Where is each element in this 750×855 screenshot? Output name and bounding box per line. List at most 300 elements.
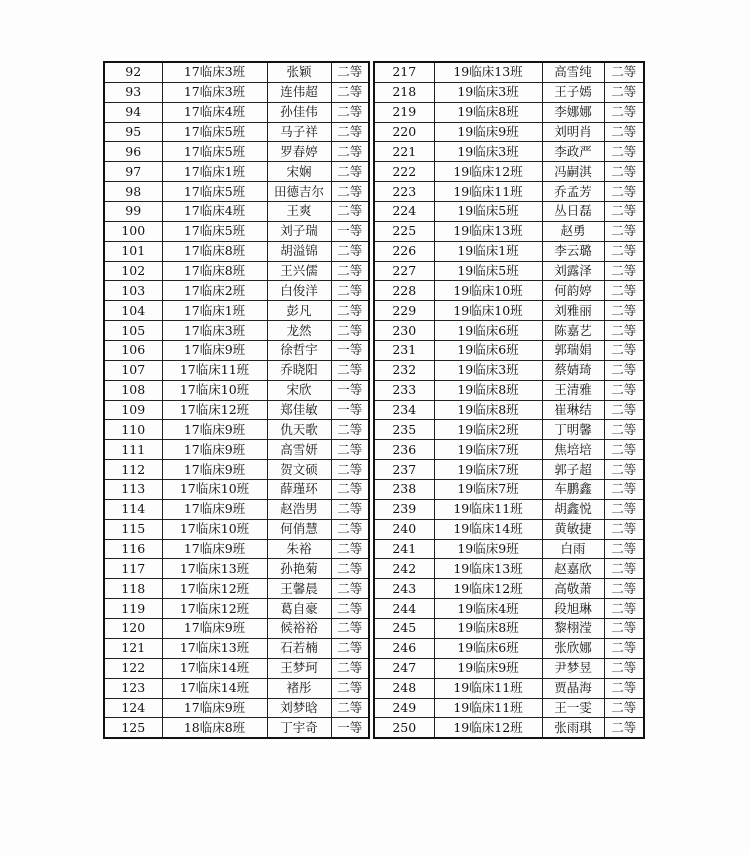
- class-cell: 17临床9班: [162, 440, 267, 460]
- serial-number-cell: 118: [104, 579, 162, 599]
- award-level-cell: 二等: [604, 718, 644, 738]
- table-row: [104, 619, 369, 639]
- award-level-cell: 二等: [604, 82, 644, 102]
- table-row: [374, 480, 644, 500]
- table-row: [374, 599, 644, 619]
- student-name-cell: 贾晶海: [542, 678, 604, 698]
- table-row: [104, 519, 369, 539]
- serial-number-cell: 217: [374, 62, 434, 82]
- table-row: [104, 360, 369, 380]
- student-name-cell: 李娜娜: [542, 102, 604, 122]
- student-name-cell: 王馨晨: [267, 579, 331, 599]
- student-name-cell: 朱裕: [267, 539, 331, 559]
- award-level-cell: 一等: [331, 380, 369, 400]
- student-name-cell: 田德吉尔: [267, 182, 331, 202]
- serial-number-cell: 105: [104, 321, 162, 341]
- table-row: [374, 499, 644, 519]
- serial-number-cell: 249: [374, 698, 434, 718]
- class-cell: 19临床3班: [434, 82, 542, 102]
- serial-number-cell: 122: [104, 658, 162, 678]
- award-level-cell: 一等: [331, 341, 369, 361]
- class-cell: 19临床1班: [434, 241, 542, 261]
- class-cell: 19临床11班: [434, 698, 542, 718]
- award-level-cell: 二等: [604, 539, 644, 559]
- serial-number-cell: 107: [104, 360, 162, 380]
- serial-number-cell: 123: [104, 678, 162, 698]
- award-level-cell: 二等: [331, 261, 369, 281]
- class-cell: 17临床1班: [162, 162, 267, 182]
- class-cell: 19临床4班: [434, 599, 542, 619]
- class-cell: 17临床3班: [162, 82, 267, 102]
- student-name-cell: 黎栩滢: [542, 619, 604, 639]
- award-level-cell: 二等: [604, 202, 644, 222]
- table-row: [374, 261, 644, 281]
- award-level-cell: 二等: [604, 638, 644, 658]
- student-name-cell: 罗春婷: [267, 142, 331, 162]
- table-row: [374, 62, 644, 82]
- class-cell: 19临床7班: [434, 480, 542, 500]
- award-level-cell: 二等: [604, 678, 644, 698]
- award-level-cell: 一等: [331, 400, 369, 420]
- table-row: [104, 579, 369, 599]
- class-cell: 19临床8班: [434, 380, 542, 400]
- award-level-cell: 二等: [331, 241, 369, 261]
- table-row: [374, 122, 644, 142]
- table-row: [374, 460, 644, 480]
- table-row: [104, 261, 369, 281]
- table-row: [104, 460, 369, 480]
- award-level-cell: 二等: [331, 162, 369, 182]
- table-row: [374, 718, 644, 738]
- student-name-cell: 刘露泽: [542, 261, 604, 281]
- award-level-cell: 二等: [331, 559, 369, 579]
- class-cell: 19临床14班: [434, 519, 542, 539]
- award-level-cell: 二等: [604, 420, 644, 440]
- award-level-cell: 二等: [604, 480, 644, 500]
- class-cell: 19临床8班: [434, 102, 542, 122]
- serial-number-cell: 243: [374, 579, 434, 599]
- student-name-cell: 刘雅丽: [542, 301, 604, 321]
- serial-number-cell: 92: [104, 62, 162, 82]
- student-name-cell: 尹梦昱: [542, 658, 604, 678]
- table-row: [104, 440, 369, 460]
- student-name-cell: 李云璐: [542, 241, 604, 261]
- table-row: [104, 162, 369, 182]
- table-row: [374, 281, 644, 301]
- serial-number-cell: 241: [374, 539, 434, 559]
- class-cell: 17临床12班: [162, 599, 267, 619]
- serial-number-cell: 100: [104, 221, 162, 241]
- student-name-cell: 彭凡: [267, 301, 331, 321]
- student-name-cell: 乔孟芳: [542, 182, 604, 202]
- serial-number-cell: 247: [374, 658, 434, 678]
- student-name-cell: 丛日磊: [542, 202, 604, 222]
- serial-number-cell: 231: [374, 341, 434, 361]
- award-level-cell: 二等: [331, 499, 369, 519]
- class-cell: 17临床10班: [162, 380, 267, 400]
- award-level-cell: 二等: [604, 519, 644, 539]
- table-row: [374, 619, 644, 639]
- award-level-cell: 二等: [331, 202, 369, 222]
- serial-number-cell: 221: [374, 142, 434, 162]
- class-cell: 17临床2班: [162, 281, 267, 301]
- class-cell: 17临床9班: [162, 341, 267, 361]
- serial-number-cell: 246: [374, 638, 434, 658]
- table-row: [374, 638, 644, 658]
- award-level-cell: 二等: [331, 142, 369, 162]
- table-row: [374, 142, 644, 162]
- award-level-cell: 二等: [604, 440, 644, 460]
- award-level-cell: 二等: [331, 460, 369, 480]
- award-level-cell: 二等: [604, 62, 644, 82]
- class-cell: 19临床8班: [434, 619, 542, 639]
- award-level-cell: 二等: [331, 82, 369, 102]
- class-cell: 17临床8班: [162, 261, 267, 281]
- award-level-cell: 二等: [331, 102, 369, 122]
- student-name-cell: 郭子超: [542, 460, 604, 480]
- award-level-cell: 二等: [604, 460, 644, 480]
- award-level-cell: 一等: [331, 221, 369, 241]
- student-name-cell: 仇天歌: [267, 420, 331, 440]
- student-name-cell: 王清雅: [542, 380, 604, 400]
- table-row: [374, 360, 644, 380]
- award-level-cell: 二等: [331, 360, 369, 380]
- table-row: [104, 122, 369, 142]
- class-cell: 17临床12班: [162, 400, 267, 420]
- class-cell: 17临床10班: [162, 519, 267, 539]
- student-name-cell: 赵浩男: [267, 499, 331, 519]
- student-name-cell: 孙艳菊: [267, 559, 331, 579]
- serial-number-cell: 237: [374, 460, 434, 480]
- table-row: [374, 82, 644, 102]
- class-cell: 17临床12班: [162, 579, 267, 599]
- class-cell: 19临床13班: [434, 62, 542, 82]
- table-row: [374, 678, 644, 698]
- student-name-cell: 石若楠: [267, 638, 331, 658]
- table-row: [374, 698, 644, 718]
- serial-number-cell: 222: [374, 162, 434, 182]
- table-row: [104, 142, 369, 162]
- student-name-cell: 葛自豪: [267, 599, 331, 619]
- class-cell: 19临床9班: [434, 539, 542, 559]
- table-row: [104, 62, 369, 82]
- award-level-cell: 二等: [331, 539, 369, 559]
- serial-number-cell: 223: [374, 182, 434, 202]
- serial-number-cell: 230: [374, 321, 434, 341]
- award-level-cell: 二等: [604, 221, 644, 241]
- table-row: [374, 380, 644, 400]
- award-level-cell: 二等: [331, 122, 369, 142]
- award-level-cell: 二等: [331, 519, 369, 539]
- award-level-cell: 二等: [604, 360, 644, 380]
- serial-number-cell: 244: [374, 599, 434, 619]
- student-name-cell: 郑佳敏: [267, 400, 331, 420]
- table-row: [374, 658, 644, 678]
- class-cell: 17临床4班: [162, 202, 267, 222]
- serial-number-cell: 234: [374, 400, 434, 420]
- award-level-cell: 二等: [331, 301, 369, 321]
- table-row: [104, 221, 369, 241]
- table-row: [374, 420, 644, 440]
- serial-number-cell: 101: [104, 241, 162, 261]
- serial-number-cell: 95: [104, 122, 162, 142]
- serial-number-cell: 102: [104, 261, 162, 281]
- student-name-cell: 宋欣: [267, 380, 331, 400]
- table-row: [374, 182, 644, 202]
- serial-number-cell: 245: [374, 619, 434, 639]
- student-name-cell: 马子祥: [267, 122, 331, 142]
- table-row: [374, 102, 644, 122]
- table-row: [104, 499, 369, 519]
- class-cell: 19临床10班: [434, 281, 542, 301]
- serial-number-cell: 218: [374, 82, 434, 102]
- award-level-cell: 二等: [604, 599, 644, 619]
- award-level-cell: 二等: [604, 241, 644, 261]
- left-award-table: [103, 61, 370, 739]
- student-name-cell: 冯嗣淇: [542, 162, 604, 182]
- class-cell: 17临床11班: [162, 360, 267, 380]
- table-row: [104, 599, 369, 619]
- student-name-cell: 蔡婧琦: [542, 360, 604, 380]
- award-level-cell: 二等: [331, 678, 369, 698]
- serial-number-cell: 94: [104, 102, 162, 122]
- serial-number-cell: 114: [104, 499, 162, 519]
- serial-number-cell: 98: [104, 182, 162, 202]
- class-cell: 18临床8班: [162, 718, 267, 738]
- table-row: [374, 579, 644, 599]
- class-cell: 19临床11班: [434, 678, 542, 698]
- student-name-cell: 郭瑞娟: [542, 341, 604, 361]
- table-row: [104, 341, 369, 361]
- award-level-cell: 二等: [604, 658, 644, 678]
- serial-number-cell: 96: [104, 142, 162, 162]
- class-cell: 17临床3班: [162, 62, 267, 82]
- serial-number-cell: 225: [374, 221, 434, 241]
- table-row: [374, 559, 644, 579]
- award-level-cell: 二等: [604, 698, 644, 718]
- table-row: [104, 182, 369, 202]
- student-name-cell: 焦培培: [542, 440, 604, 460]
- table-row: [374, 202, 644, 222]
- serial-number-cell: 121: [104, 638, 162, 658]
- award-level-cell: 一等: [331, 718, 369, 738]
- table-row: [104, 638, 369, 658]
- table-row: [104, 241, 369, 261]
- award-level-cell: 二等: [331, 281, 369, 301]
- class-cell: 19临床9班: [434, 658, 542, 678]
- table-row: [374, 341, 644, 361]
- table-row: [104, 420, 369, 440]
- serial-number-cell: 109: [104, 400, 162, 420]
- class-cell: 19临床10班: [434, 301, 542, 321]
- serial-number-cell: 224: [374, 202, 434, 222]
- award-level-cell: 二等: [331, 182, 369, 202]
- serial-number-cell: 120: [104, 619, 162, 639]
- table-row: [104, 698, 369, 718]
- award-level-cell: 二等: [331, 480, 369, 500]
- student-name-cell: 丁宇奇: [267, 718, 331, 738]
- class-cell: 19临床6班: [434, 638, 542, 658]
- student-name-cell: 刘梦晗: [267, 698, 331, 718]
- student-name-cell: 王一雯: [542, 698, 604, 718]
- class-cell: 17临床1班: [162, 301, 267, 321]
- student-name-cell: 王兴儒: [267, 261, 331, 281]
- student-name-cell: 陈嘉艺: [542, 321, 604, 341]
- serial-number-cell: 240: [374, 519, 434, 539]
- award-level-cell: 二等: [604, 341, 644, 361]
- class-cell: 19临床2班: [434, 420, 542, 440]
- class-cell: 19临床6班: [434, 321, 542, 341]
- serial-number-cell: 219: [374, 102, 434, 122]
- class-cell: 17临床14班: [162, 658, 267, 678]
- student-name-cell: 王梦珂: [267, 658, 331, 678]
- class-cell: 17临床8班: [162, 241, 267, 261]
- table-row: [374, 241, 644, 261]
- class-cell: 17临床10班: [162, 480, 267, 500]
- table-row: [104, 480, 369, 500]
- table-row: [374, 301, 644, 321]
- table-row: [104, 559, 369, 579]
- table-row: [104, 718, 369, 738]
- class-cell: 17临床9班: [162, 619, 267, 639]
- class-cell: 17临床9班: [162, 420, 267, 440]
- class-cell: 19临床12班: [434, 579, 542, 599]
- award-level-cell: 二等: [604, 301, 644, 321]
- serial-number-cell: 116: [104, 539, 162, 559]
- award-level-cell: 二等: [604, 162, 644, 182]
- class-cell: 17临床5班: [162, 182, 267, 202]
- class-cell: 17临床9班: [162, 539, 267, 559]
- student-name-cell: 乔晓阳: [267, 360, 331, 380]
- award-level-cell: 二等: [604, 281, 644, 301]
- table-row: [104, 380, 369, 400]
- award-level-cell: 二等: [604, 380, 644, 400]
- serial-number-cell: 99: [104, 202, 162, 222]
- serial-number-cell: 108: [104, 380, 162, 400]
- class-cell: 17临床3班: [162, 321, 267, 341]
- award-level-cell: 二等: [604, 400, 644, 420]
- serial-number-cell: 117: [104, 559, 162, 579]
- student-name-cell: 薛瑾环: [267, 480, 331, 500]
- serial-number-cell: 239: [374, 499, 434, 519]
- class-cell: 17临床5班: [162, 142, 267, 162]
- table-row: [374, 440, 644, 460]
- serial-number-cell: 110: [104, 420, 162, 440]
- class-cell: 19临床13班: [434, 221, 542, 241]
- class-cell: 17临床14班: [162, 678, 267, 698]
- class-cell: 19临床5班: [434, 202, 542, 222]
- award-level-cell: 二等: [604, 261, 644, 281]
- award-level-cell: 二等: [331, 321, 369, 341]
- student-name-cell: 李政严: [542, 142, 604, 162]
- table-row: [104, 301, 369, 321]
- student-name-cell: 段旭琳: [542, 599, 604, 619]
- table-row: [374, 519, 644, 539]
- class-cell: 19临床3班: [434, 360, 542, 380]
- student-name-cell: 何韵婷: [542, 281, 604, 301]
- student-name-cell: 王子嫣: [542, 82, 604, 102]
- student-name-cell: 候裕裕: [267, 619, 331, 639]
- award-level-cell: 二等: [331, 440, 369, 460]
- right-award-table: [373, 61, 645, 739]
- class-cell: 19临床7班: [434, 460, 542, 480]
- serial-number-cell: 250: [374, 718, 434, 738]
- award-level-cell: 二等: [604, 102, 644, 122]
- table-row: [104, 658, 369, 678]
- serial-number-cell: 111: [104, 440, 162, 460]
- student-name-cell: 王爽: [267, 202, 331, 222]
- class-cell: 17临床9班: [162, 499, 267, 519]
- serial-number-cell: 119: [104, 599, 162, 619]
- class-cell: 19临床9班: [434, 122, 542, 142]
- student-name-cell: 龙然: [267, 321, 331, 341]
- serial-number-cell: 104: [104, 301, 162, 321]
- serial-number-cell: 115: [104, 519, 162, 539]
- serial-number-cell: 112: [104, 460, 162, 480]
- class-cell: 17临床9班: [162, 460, 267, 480]
- student-name-cell: 高雪妍: [267, 440, 331, 460]
- award-level-cell: 二等: [331, 599, 369, 619]
- table-row: [104, 400, 369, 420]
- award-level-cell: 二等: [331, 658, 369, 678]
- student-name-cell: 褚彤: [267, 678, 331, 698]
- table-row: [374, 221, 644, 241]
- student-name-cell: 车鹏鑫: [542, 480, 604, 500]
- class-cell: 19临床3班: [434, 142, 542, 162]
- table-row: [104, 678, 369, 698]
- student-name-cell: 张欣娜: [542, 638, 604, 658]
- serial-number-cell: 228: [374, 281, 434, 301]
- serial-number-cell: 226: [374, 241, 434, 261]
- student-name-cell: 胡溢锦: [267, 241, 331, 261]
- serial-number-cell: 93: [104, 82, 162, 102]
- class-cell: 19临床12班: [434, 718, 542, 738]
- serial-number-cell: 103: [104, 281, 162, 301]
- class-cell: 19临床5班: [434, 261, 542, 281]
- serial-number-cell: 227: [374, 261, 434, 281]
- class-cell: 17临床13班: [162, 559, 267, 579]
- award-level-cell: 二等: [604, 122, 644, 142]
- award-level-cell: 二等: [331, 420, 369, 440]
- class-cell: 19临床8班: [434, 400, 542, 420]
- class-cell: 19临床11班: [434, 182, 542, 202]
- student-name-cell: 崔琳结: [542, 400, 604, 420]
- serial-number-cell: 232: [374, 360, 434, 380]
- student-name-cell: 连伟超: [267, 82, 331, 102]
- student-name-cell: 张雨琪: [542, 718, 604, 738]
- serial-number-cell: 242: [374, 559, 434, 579]
- class-cell: 19临床6班: [434, 341, 542, 361]
- table-row: [104, 539, 369, 559]
- serial-number-cell: 235: [374, 420, 434, 440]
- class-cell: 19临床13班: [434, 559, 542, 579]
- class-cell: 19临床11班: [434, 499, 542, 519]
- serial-number-cell: 125: [104, 718, 162, 738]
- award-level-cell: 二等: [604, 182, 644, 202]
- serial-number-cell: 236: [374, 440, 434, 460]
- student-name-cell: 高敬萧: [542, 579, 604, 599]
- table-row: [374, 539, 644, 559]
- class-cell: 17临床9班: [162, 698, 267, 718]
- class-cell: 17临床5班: [162, 122, 267, 142]
- student-name-cell: 赵嘉欣: [542, 559, 604, 579]
- student-name-cell: 丁明馨: [542, 420, 604, 440]
- table-row: [104, 281, 369, 301]
- award-level-cell: 二等: [331, 579, 369, 599]
- serial-number-cell: 113: [104, 480, 162, 500]
- student-name-cell: 宋娴: [267, 162, 331, 182]
- table-row: [374, 321, 644, 341]
